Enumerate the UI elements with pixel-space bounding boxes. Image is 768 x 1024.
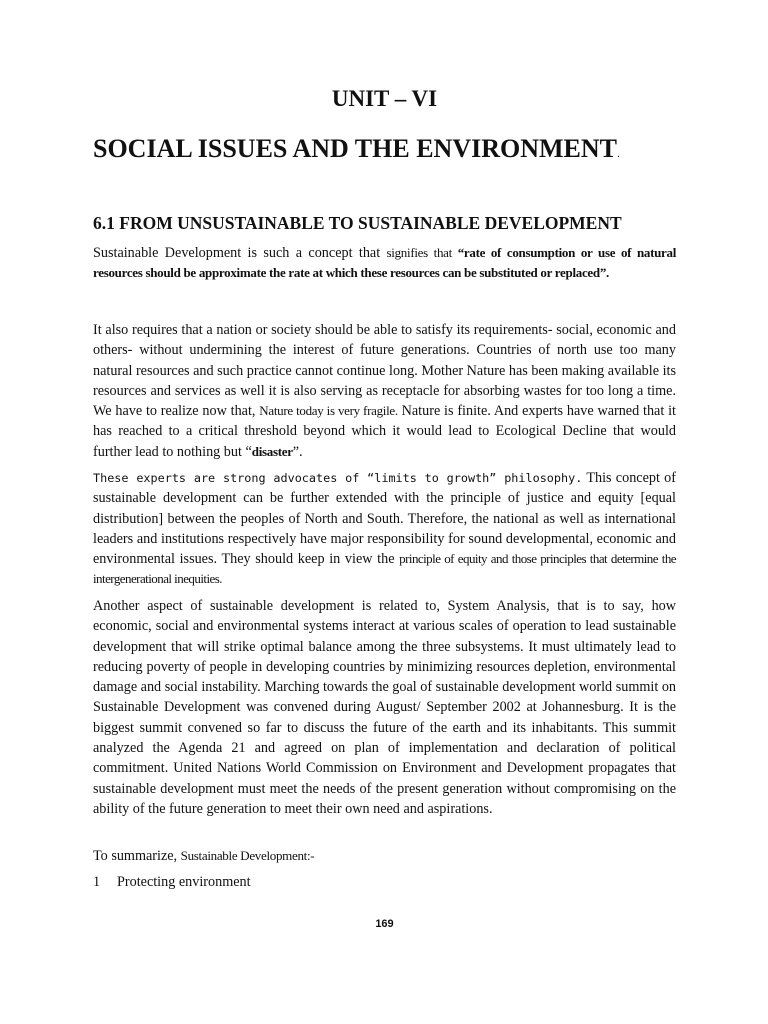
- chapter-title-text: SOCIAL ISSUES AND THE ENVIRONMENT: [93, 134, 617, 163]
- page-number: 169: [375, 918, 394, 930]
- list-item-text: Protecting environment: [117, 874, 251, 890]
- paragraph-text: To summarize,: [93, 848, 181, 864]
- paragraph-text: Nature today is very fragile.: [259, 403, 398, 419]
- paragraph-text: This concept of sustainable development can be further extended with the principle of justice and equity [equal distribution] between the peoples of North and South. Therefore, the national as well as international leaders and institutions respectively have major responsibility for sound developmental, economic and environmental issues. They should keep in view the: [93, 470, 676, 568]
- list-item-number: 1: [93, 874, 101, 890]
- paragraph-system-analysis: Another aspect of sustainable development is related to, System Analysis, that is to say, how economic, social and environmental systems interact at various scales of operation to lead sustainable development that will strike optimal balance among the three subsystems. It must ultimately lead to reducing poverty of people in developing countries by minimizing resources depletion, environmental damage and social instability. Marching towards the goal of sustainable development world summit on Sustainable Development was convened during August/ September 2002 at Johannesburg. It is the biggest summit convened so far to discuss the future of the earth and its inhabitants. This summit analyzed the Agenda 21 and agreed on plan of implementation and declaration of political commitment. United Nations World Commission on Environment and Development propagates that sustainable development must meet the needs of the present generation without compromising on the ability of the future generation to meet their own need and aspirations.: [93, 598, 677, 817]
- chapter-title-dot: .: [617, 146, 620, 160]
- paragraph-definition: [93, 243, 676, 284]
- disaster-word: disaster: [251, 443, 293, 459]
- paragraph-summary: [93, 846, 676, 866]
- list-item: [93, 872, 676, 892]
- paragraph-text: principle of equity and those principles that determine the intergenerational inequities.: [93, 551, 676, 587]
- paragraph-text: signifies that: [386, 245, 458, 260]
- paragraph-text: ”.: [292, 443, 303, 460]
- paragraph-text: These experts are strong advocates of “limits to growth” philosophy.: [93, 471, 583, 485]
- paragraph-text: Sustainable Development is such a concept that: [93, 245, 387, 261]
- paragraph-text: Sustainable Development:-: [180, 848, 315, 863]
- paragraph-experts: [93, 468, 676, 590]
- chapter-title: [93, 134, 676, 164]
- definition-quote: “rate of consumption or use of natural resources should be approximate the rate at which these resources can be substituted or replaced”.: [93, 245, 677, 281]
- unit-heading: UNIT – VI: [331, 86, 438, 111]
- paragraph-text: It also requires that a nation or society should be able to satisfy its requirements- social, economic and others- without undermining the interest of future generations. Countries of north use too many natural resources and such practice cannot continue long. Mother Nature has been making available its resources and services as well it is also serving as receptacle for absorbing wastes for too long a time. We have to realize now that,: [93, 322, 676, 420]
- section-heading: 6.1 FROM UNSUSTAINABLE TO SUSTAINABLE DEVELOPMENT: [93, 213, 622, 233]
- paragraph-text: Nature is finite. And experts have warned that it has reached to a critical threshold beyond which it would lead to Ecological Decline that would further lead to nothing but “: [93, 403, 676, 460]
- paragraph-requirements: [93, 320, 676, 462]
